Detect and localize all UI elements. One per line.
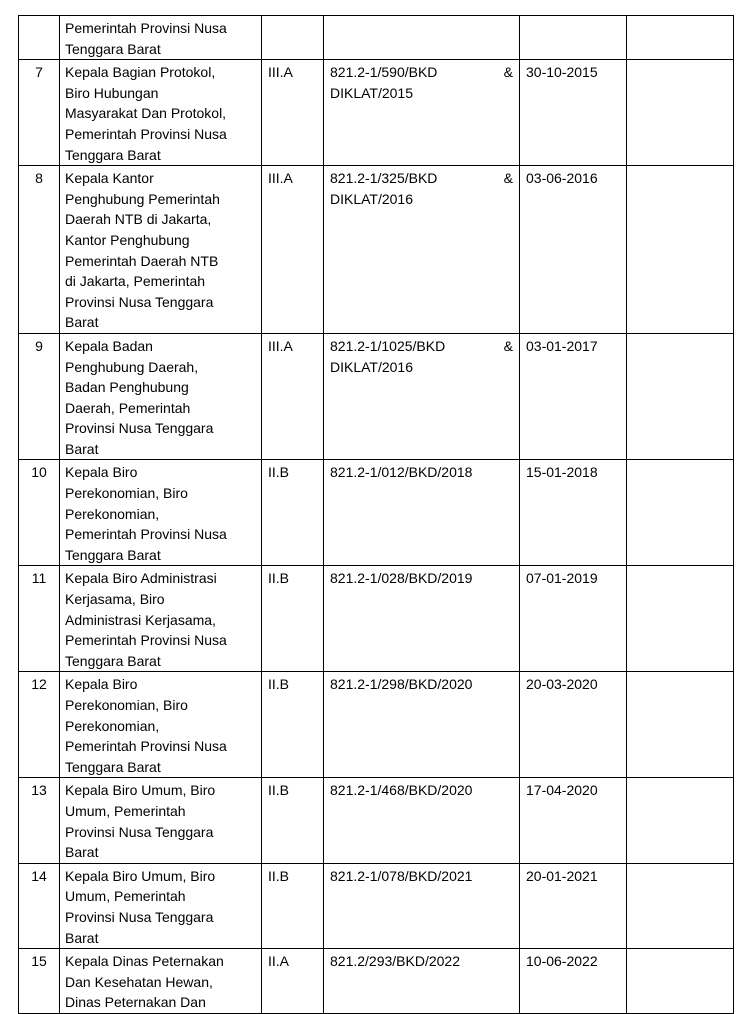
decree-number: 821.2-1/078/BKD/2021 <box>330 867 473 884</box>
decree-line <box>330 674 513 695</box>
row-number: 10 <box>31 464 47 481</box>
row-number-cell <box>19 778 60 863</box>
decree-line <box>330 866 513 887</box>
position-line: Administrasi Kerjasama, <box>65 611 216 628</box>
note-cell <box>627 863 734 948</box>
decree-number-cell <box>324 778 520 863</box>
position-line: Daerah, Pemerintah <box>65 399 191 416</box>
table-row <box>19 333 734 460</box>
row-number-cell <box>19 60 60 166</box>
decree-date-cell <box>520 566 627 672</box>
position-line: Tenggara Barat <box>65 40 161 57</box>
position-line: Kepala Badan <box>65 337 153 354</box>
position-line: Barat <box>65 440 99 457</box>
position-line: Provinsi Nusa Tenggara <box>65 420 214 437</box>
grade-cell <box>262 949 324 1014</box>
decree-number-cell <box>324 16 520 60</box>
position-line: Masyarakat Dan Protokol, <box>65 105 227 122</box>
row-number-cell <box>19 460 60 566</box>
position-cell <box>60 60 262 166</box>
decree-number-cell <box>324 333 520 460</box>
career-history-table <box>18 15 734 1014</box>
note-cell <box>627 166 734 334</box>
position-cell <box>60 16 262 60</box>
note-cell <box>627 672 734 778</box>
decree-date-cell <box>520 863 627 948</box>
position-line: Pemerintah Daerah NTB <box>65 252 219 269</box>
decree-ampersand: & <box>503 337 513 354</box>
position-line: Umum, Pemerintah <box>65 888 186 905</box>
decree-number: 821.2-1/028/BKD/2019 <box>330 570 473 587</box>
decree-date: 15-01-2018 <box>526 464 598 481</box>
decree-number-cell <box>324 949 520 1014</box>
row-number-cell <box>19 333 60 460</box>
decree-number-cell <box>324 166 520 334</box>
decree-date: 30-10-2015 <box>526 64 598 81</box>
decree-number: 821.2-1/325/BKD <box>330 170 438 187</box>
decree-number: 821.2-1/012/BKD/2018 <box>330 464 473 481</box>
decree-date: 03-06-2016 <box>526 170 598 187</box>
decree-number-continued: DIKLAT/2016 <box>330 190 414 207</box>
decree-date-cell <box>520 16 627 60</box>
row-number-cell <box>19 566 60 672</box>
position-line: Provinsi Nusa Tenggara <box>65 908 214 925</box>
position-line: Kepala Biro Umum, Biro <box>65 782 216 799</box>
decree-number-cell <box>324 60 520 166</box>
decree-date: 03-01-2017 <box>526 337 598 354</box>
decree-line <box>330 951 513 972</box>
table-row <box>19 672 734 778</box>
table-row <box>19 566 734 672</box>
position-line: Tenggara Barat <box>65 758 161 775</box>
position-line: Kepala Kantor <box>65 170 154 187</box>
grade-cell <box>262 333 324 460</box>
decree-line <box>330 462 513 483</box>
decree-date-cell <box>520 166 627 334</box>
decree-line <box>330 336 513 357</box>
position-line: Kepala Biro Umum, Biro <box>65 867 216 884</box>
decree-date-cell <box>520 949 627 1014</box>
position-line: Provinsi Nusa Tenggara <box>65 293 214 310</box>
note-cell <box>627 566 734 672</box>
position-line: Pemerintah Provinsi Nusa <box>65 632 227 649</box>
position-line: Penghubung Pemerintah <box>65 190 220 207</box>
position-line: Dan Kesehatan Hewan, <box>65 973 213 990</box>
grade-value: II.B <box>268 867 290 884</box>
decree-line <box>330 568 513 589</box>
position-line: Dinas Peternakan Dan <box>65 994 206 1011</box>
position-line: Barat <box>65 314 99 331</box>
position-line: Kepala Dinas Peternakan <box>65 953 224 970</box>
table-body <box>19 16 734 1014</box>
grade-value: II.B <box>268 570 290 587</box>
table-row <box>19 778 734 863</box>
grade-value: II.B <box>268 464 290 481</box>
row-number: 7 <box>35 64 43 81</box>
table-row <box>19 949 734 1014</box>
row-number: 11 <box>31 570 47 587</box>
position-cell <box>60 566 262 672</box>
table-row <box>19 60 734 166</box>
grade-value: II.A <box>268 953 290 970</box>
position-line: Badan Penghubung <box>65 379 189 396</box>
decree-number: 821.2-1/1025/BKD <box>330 337 446 354</box>
decree-number: 821.2-1/468/BKD/2020 <box>330 782 473 799</box>
decree-number-cell <box>324 460 520 566</box>
row-number-cell <box>19 16 60 60</box>
position-line: Umum, Pemerintah <box>65 802 186 819</box>
position-line: Tenggara Barat <box>65 146 161 163</box>
table-row <box>19 166 734 334</box>
decree-number: 821.2-1/590/BKD <box>330 64 438 81</box>
position-line: Kepala Biro <box>65 676 138 693</box>
note-cell <box>627 949 734 1014</box>
decree-line <box>330 62 513 83</box>
decree-number-continued: DIKLAT/2016 <box>330 358 414 375</box>
decree-date-cell <box>520 60 627 166</box>
decree-number-cell <box>324 672 520 778</box>
grade-value: III.A <box>268 64 293 81</box>
position-line: Pemerintah Provinsi Nusa <box>65 20 227 36</box>
position-line: Kerjasama, Biro <box>65 591 165 608</box>
grade-cell <box>262 166 324 334</box>
grade-cell <box>262 778 324 863</box>
position-cell <box>60 778 262 863</box>
position-line: Pemerintah Provinsi Nusa <box>65 125 227 142</box>
row-number: 13 <box>31 782 47 799</box>
decree-date-cell <box>520 778 627 863</box>
row-number-cell <box>19 949 60 1014</box>
grade-value: II.B <box>268 782 290 799</box>
position-line: Kepala Biro Administrasi <box>65 570 217 587</box>
row-number-cell <box>19 166 60 334</box>
decree-date-cell <box>520 672 627 778</box>
decree-line <box>330 780 513 801</box>
position-cell <box>60 166 262 334</box>
position-line: Tenggara Barat <box>65 546 161 563</box>
table-row <box>19 16 734 60</box>
position-cell <box>60 460 262 566</box>
decree-date: 07-01-2019 <box>526 570 598 587</box>
grade-cell <box>262 60 324 166</box>
note-cell <box>627 778 734 863</box>
position-cell <box>60 949 262 1014</box>
grade-value: III.A <box>268 337 293 354</box>
grade-cell <box>262 863 324 948</box>
row-number-cell <box>19 672 60 778</box>
decree-date-cell <box>520 333 627 460</box>
position-line: Barat <box>65 844 99 861</box>
decree-ampersand: & <box>503 64 513 81</box>
note-cell <box>627 460 734 566</box>
decree-date: 17-04-2020 <box>526 782 598 799</box>
decree-number-cell <box>324 566 520 672</box>
decree-date-cell <box>520 460 627 566</box>
grade-value: II.B <box>268 676 290 693</box>
position-cell <box>60 672 262 778</box>
grade-value: III.A <box>268 170 293 187</box>
grade-cell <box>262 566 324 672</box>
row-number-cell <box>19 863 60 948</box>
decree-ampersand: & <box>503 170 513 187</box>
position-line: Provinsi Nusa Tenggara <box>65 823 214 840</box>
position-line: Kepala Bagian Protokol, <box>65 64 216 81</box>
position-line: Perekonomian, Biro <box>65 697 188 713</box>
position-line: Kantor Penghubung <box>65 231 190 248</box>
position-cell <box>60 863 262 948</box>
position-line: Barat <box>65 929 99 946</box>
position-line: Pemerintah Provinsi Nusa <box>65 738 227 755</box>
decree-date: 20-03-2020 <box>526 676 598 693</box>
decree-number: 821.2/293/BKD/2022 <box>330 953 460 970</box>
grade-cell <box>262 16 324 60</box>
note-cell <box>627 16 734 60</box>
position-line: Tenggara Barat <box>65 652 161 669</box>
position-cell <box>60 333 262 460</box>
row-number: 15 <box>31 953 47 970</box>
table-row <box>19 863 734 948</box>
position-line: Pemerintah Provinsi Nusa <box>65 526 227 543</box>
row-number: 12 <box>31 676 47 693</box>
position-line: Perekonomian, Biro <box>65 485 188 502</box>
grade-cell <box>262 672 324 778</box>
position-line: di Jakarta, Pemerintah <box>65 273 206 290</box>
decree-date: 10-06-2022 <box>526 953 598 970</box>
note-cell <box>627 333 734 460</box>
position-line: Daerah NTB di Jakarta, <box>65 211 212 228</box>
position-line: Perekonomian, <box>65 717 160 734</box>
row-number: 8 <box>35 170 43 187</box>
decree-line <box>330 168 513 189</box>
grade-cell <box>262 460 324 566</box>
decree-number: 821.2-1/298/BKD/2020 <box>330 676 473 693</box>
row-number: 14 <box>31 867 47 884</box>
decree-number-continued: DIKLAT/2015 <box>330 84 414 101</box>
table-row <box>19 460 734 566</box>
position-line: Penghubung Daerah, <box>65 358 199 375</box>
decree-number-cell <box>324 863 520 948</box>
position-line: Kepala Biro <box>65 464 138 481</box>
decree-date: 20-01-2021 <box>526 867 598 884</box>
note-cell <box>627 60 734 166</box>
position-line: Biro Hubungan <box>65 84 159 101</box>
row-number: 9 <box>35 337 43 354</box>
position-line: Perekonomian, <box>65 505 160 522</box>
